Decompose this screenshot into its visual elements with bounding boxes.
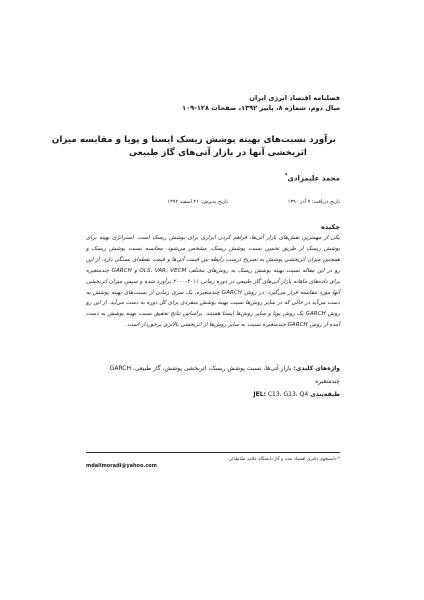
author-name	[285, 173, 340, 182]
article-dates	[167, 196, 340, 208]
abstract-section	[86, 223, 340, 331]
author-name-text: محمد علیمرادی	[287, 174, 340, 183]
footnote-email: mdalimoradi@yahoo.com	[86, 463, 157, 469]
article-title-line-2: اثربخشی آنها در بازار آتی‌های گاز طبیعی	[129, 148, 307, 158]
keywords-line	[84, 362, 340, 388]
jel-codes: C13، G13، Q4	[265, 391, 309, 398]
journal-name: فصلنامه اقتصاد انرژی ایران	[249, 94, 340, 102]
journal-header	[80, 94, 340, 113]
journal-issue-info: سال دوم، شماره ۸، پاییز ۱۳۹۲، صفحات ۱۲۸-۱۰۹	[182, 104, 340, 112]
date-accepted: تاریخ پذیرش: ۲۱ اسفند ۱۳۹۲	[167, 199, 228, 205]
jel-line	[84, 388, 340, 401]
article-title	[51, 134, 336, 160]
footnote-divider	[86, 452, 340, 453]
keywords-label: واژه‌های کلیدی:	[293, 365, 340, 372]
keywords-text: بازار آتی‌ها، نسبت پوشش ریسک، اثربخشی پوشش، گاز طبیعی، GARCH چندمتغیره	[109, 365, 340, 385]
author-footnote-mark: *	[284, 173, 288, 179]
abstract-text: یکی از مهمترین نقش‌های بازار آتی‌ها، فراهم کردن ابزاری برای پوشش ریسک است. استراتژی بهینه برای پوشش ریسک از طریق تخمین نسبت پوشش ریسک، مشخص می‌شود. محاسبه نسبت پوشش ریسک و همچنین میزان اثربخشی پوشش به تصریح درست رابطه بین قیمت آتی‌ها و قیمت نقطه‌ای بستگی دارد. از این رو در این مقاله نسبت بهینه پوشش ریسک به روش‌های مختلف OLS، VAR، VECM و GARCH چندمتغیره برای داده‌های ماهانه بازار آتی‌های گاز طبیعی در دوره زمانی ۲۰۱۱-۲۰۰۰ برآورد شده و سپس میزان اثربخشی آنها مورد مقایسه قرار می‌گیرد. در روش GARCH چندمتغیره، یک سری زمانی از نسبت‌های بهینه پوشش به دست می‌آید در حالی که در سایر روش‌ها نسبت بهینه پوشش منفردی برای کل دوره به دست می‌آید. از این رو روش GARCH یک روش پویا و سایر روش‌ها ایستا هستند. براساس نتایج تحقیق نسبت بهینه پوشش به دست آمده از روش GARCH چندمتغیره نسبت به سایر روش‌ها از اثربخشی بالاتری برخوردار است.	[86, 235, 340, 329]
article-title-line-1: برآورد نسبت‌های بهینه پوشش ریسک ایستا و پویا و مقایسه میزان	[51, 135, 336, 145]
footnote-affiliation: * دانشجوی دکتری اقتصاد نفت و گاز دانشگاه علامه طباطبائی	[228, 457, 340, 462]
jel-label: طبقه‌بندی JEL:	[253, 391, 340, 398]
keywords-section	[84, 362, 340, 401]
date-received: تاریخ دریافت: ۷ آذر ۱۳۹۰	[287, 199, 340, 205]
abstract-heading: چکیده	[321, 223, 340, 231]
